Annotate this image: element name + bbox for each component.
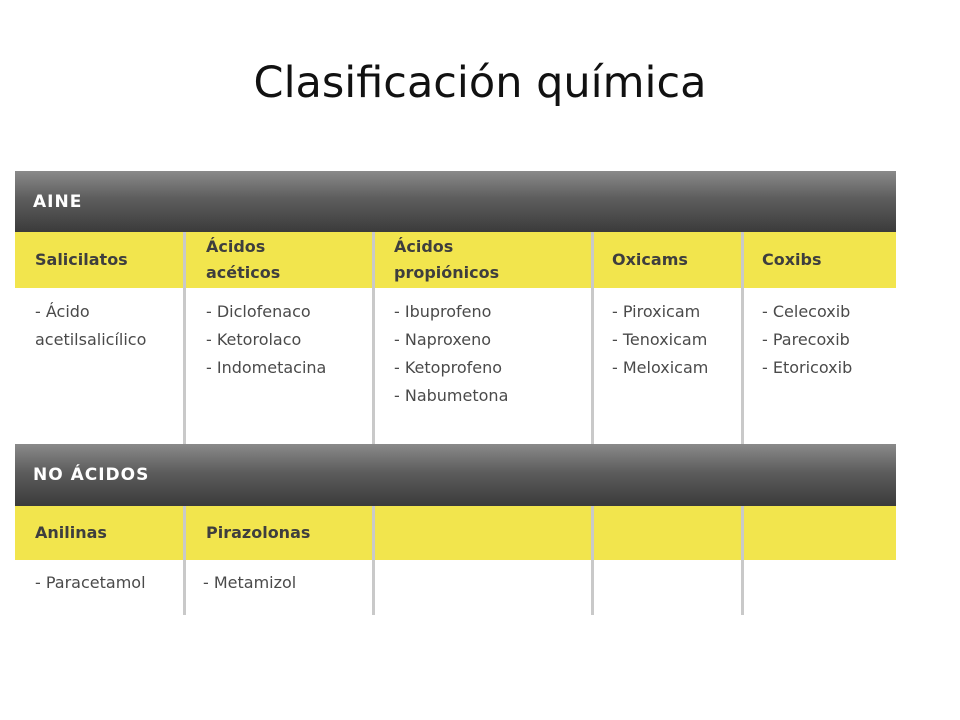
classification-table xyxy=(15,171,896,615)
column-divider xyxy=(591,232,594,444)
group-header-no-acidos: NO ÁCIDOS xyxy=(15,444,896,506)
column-header-acidos-propionicos xyxy=(394,232,499,288)
column-header-label: Pirazolonas xyxy=(206,523,311,542)
list-item: - Ácido xyxy=(35,302,90,321)
cell-acidos-propionicos xyxy=(394,298,508,410)
cell-salicilatos xyxy=(35,298,146,354)
column-divider xyxy=(372,506,375,615)
list-item: - Piroxicam xyxy=(612,302,701,321)
column-header-label: Salicilatos xyxy=(35,250,128,269)
list-item: - Paracetamol xyxy=(35,573,146,592)
column-divider xyxy=(741,506,744,615)
cell-pirazolonas xyxy=(203,569,296,597)
column-divider xyxy=(372,232,375,444)
list-item: - Naproxeno xyxy=(394,330,492,349)
list-item: - Ibuprofeno xyxy=(394,302,492,321)
column-header-label: Ácidos xyxy=(394,237,454,256)
list-item: - Ketoprofeno xyxy=(394,358,503,377)
column-header-pirazolonas xyxy=(206,506,310,560)
list-item: - Tenoxicam xyxy=(612,330,708,349)
list-item: - Metamizol xyxy=(203,573,297,592)
list-item: acetilsalicílico xyxy=(35,330,147,349)
column-header-label: Oxicams xyxy=(612,250,688,269)
cell-coxibs xyxy=(762,298,852,382)
list-item: - Celecoxib xyxy=(762,302,851,321)
cell-acidos-aceticos xyxy=(206,298,326,382)
column-header-salicilatos xyxy=(35,232,128,288)
cell-anilinas xyxy=(35,569,146,597)
slide-title: Clasificación química xyxy=(253,58,707,108)
column-header-label: Anilinas xyxy=(35,523,107,542)
cell-oxicams xyxy=(612,298,708,382)
list-item: - Etoricoxib xyxy=(762,358,853,377)
column-header-coxibs xyxy=(762,232,822,288)
list-item: - Parecoxib xyxy=(762,330,850,349)
group-header-aine: AINE xyxy=(15,171,896,232)
list-item: - Indometacina xyxy=(206,358,327,377)
column-header-anilinas xyxy=(35,506,107,560)
list-item: - Nabumetona xyxy=(394,386,509,405)
column-header-label: propiónicos xyxy=(394,263,500,282)
column-divider xyxy=(183,506,186,615)
subheader-row-no-acidos xyxy=(15,506,896,560)
column-header-oxicams xyxy=(612,232,688,288)
column-header-acidos-aceticos xyxy=(206,232,280,288)
column-divider xyxy=(741,232,744,444)
column-divider xyxy=(183,232,186,444)
list-item: - Ketorolaco xyxy=(206,330,302,349)
list-item: - Meloxicam xyxy=(612,358,709,377)
column-header-label: acéticos xyxy=(206,263,281,282)
column-header-label: Coxibs xyxy=(762,250,822,269)
list-item: - Diclofenaco xyxy=(206,302,311,321)
column-divider xyxy=(591,506,594,615)
column-header-label: Ácidos xyxy=(206,237,266,256)
